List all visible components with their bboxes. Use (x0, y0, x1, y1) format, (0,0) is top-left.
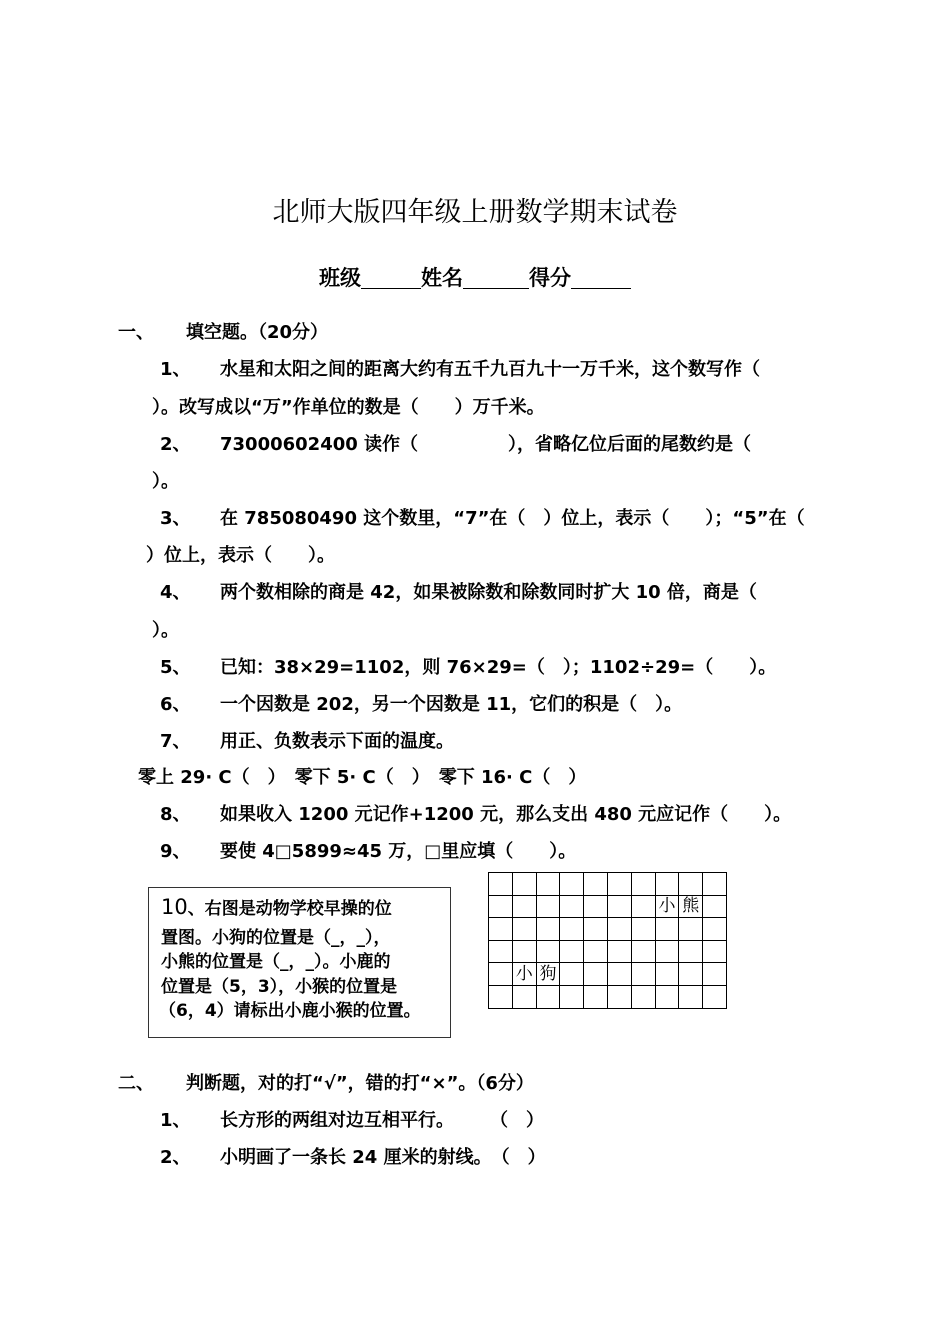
grid-cell[interactable] (607, 963, 631, 986)
grid-row (489, 918, 727, 941)
section-title: 判断题，对的打“√”，错的打“×”。（6分） (186, 1073, 534, 1094)
grid-cell[interactable] (631, 873, 655, 896)
question-number: 8、 (160, 804, 191, 825)
grid-cell[interactable] (655, 985, 679, 1008)
grid-cell[interactable] (560, 963, 584, 986)
question-number: 4、 (160, 582, 191, 603)
class-blank[interactable] (361, 266, 421, 289)
grid-cell[interactable] (489, 940, 513, 963)
grid-cell[interactable] (655, 873, 679, 896)
grid-cell[interactable] (512, 895, 536, 918)
question-number: 10 (161, 895, 188, 919)
section-number: 二、 (118, 1073, 154, 1094)
question-text: 长方形的两组对边互相平行。 （ ） (220, 1110, 544, 1131)
temperature-row: 零上 29· C（ ） 零下 5· C（ ） 零下 16· C（ ） (138, 767, 587, 788)
grid-cell-label[interactable]: 狗 (536, 963, 560, 986)
question-4-cont: ）。 (152, 620, 179, 641)
question-number: 1、 (160, 1110, 191, 1131)
question-6 (160, 690, 682, 716)
question-3-cont: ）位上，表示（ ）。 (146, 545, 335, 566)
grid-cell[interactable] (489, 895, 513, 918)
question-text: 要使 4□5899≈45 万，□里应填（ ）。 (220, 841, 577, 862)
q10-line-4: 位置是（5，3），小猴的位置是 (161, 977, 398, 997)
question-text: 一个因数是 202，另一个因数是 11，它们的积是（ ）。 (220, 694, 683, 715)
judge-question-2 (160, 1143, 546, 1169)
grid-cell[interactable] (584, 985, 608, 1008)
question-text: 用正、负数表示下面的温度。 (220, 731, 454, 752)
grid-cell[interactable] (536, 873, 560, 896)
grid-cell[interactable] (584, 963, 608, 986)
grid-cell[interactable] (655, 940, 679, 963)
question-text: 在 785080490 这个数里，“7”在（ ）位上，表示（ ）；“5”在（ (220, 508, 805, 529)
question-10-box (148, 887, 451, 1038)
grid-cell[interactable] (512, 940, 536, 963)
student-info (0, 262, 950, 292)
grid-cell[interactable] (560, 873, 584, 896)
q10-line-1 (161, 894, 392, 919)
grid-cell[interactable] (607, 940, 631, 963)
question-1-cont: ）。改写成以“万”作单位的数是（ ）万千米。 (152, 397, 545, 418)
grid-row (489, 985, 727, 1008)
class-label: 班级 (319, 266, 361, 290)
question-1 (160, 355, 760, 381)
grid-cell[interactable] (703, 963, 727, 986)
grid-cell[interactable] (703, 940, 727, 963)
grid-cell[interactable] (631, 963, 655, 986)
grid-cell[interactable] (536, 985, 560, 1008)
q10-line-3: 小熊的位置是（_，_）。小鹿的 (161, 952, 391, 972)
question-number: 7、 (160, 731, 191, 752)
question-number: 5、 (160, 657, 191, 678)
grid-cell[interactable] (560, 895, 584, 918)
question-text: 两个数相除的商是 42，如果被除数和除数同时扩大 10 倍，商是（ (220, 582, 757, 603)
question-text: 水星和太阳之间的距离大约有五千九百九十一万千米，这个数写作（ (220, 359, 760, 380)
grid-cell[interactable] (607, 918, 631, 941)
question-2 (160, 430, 751, 456)
grid-cell[interactable] (631, 895, 655, 918)
grid-cell[interactable] (631, 940, 655, 963)
question-2-cont: ）。 (152, 471, 179, 492)
grid-cell[interactable] (489, 985, 513, 1008)
grid-cell[interactable] (584, 940, 608, 963)
grid-cell[interactable] (607, 895, 631, 918)
section-1-heading (118, 318, 328, 344)
score-blank[interactable] (571, 266, 631, 289)
grid-cell-label[interactable]: 小 (655, 895, 679, 918)
grid-cell[interactable] (489, 963, 513, 986)
grid-row (489, 963, 727, 986)
grid-cell[interactable] (584, 918, 608, 941)
name-blank[interactable] (463, 266, 529, 289)
question-7 (160, 727, 454, 753)
grid-cell[interactable] (536, 940, 560, 963)
section-title: 填空题。（20分） (186, 322, 329, 343)
grid-cell[interactable] (655, 918, 679, 941)
grid-cell-label[interactable]: 小 (512, 963, 536, 986)
question-number: 1、 (160, 359, 191, 380)
question-3 (160, 504, 805, 530)
grid-cell[interactable] (703, 918, 727, 941)
question-number: 6、 (160, 694, 191, 715)
question-number: 2、 (160, 1147, 191, 1168)
grid-cell[interactable] (679, 873, 703, 896)
question-4 (160, 578, 757, 604)
grid-cell[interactable] (584, 873, 608, 896)
grid-cell[interactable] (679, 940, 703, 963)
grid-cell[interactable] (631, 985, 655, 1008)
grid-cell[interactable] (703, 895, 727, 918)
grid-cell[interactable] (607, 985, 631, 1008)
position-grid (488, 872, 727, 1009)
grid-cell[interactable] (584, 895, 608, 918)
question-text: 73000602400 读作（ ），省略亿位后面的尾数约是（ (220, 434, 752, 455)
question-text: 如果收入 1200 元记作+1200 元，那么支出 480 元应记作（ ）。 (220, 804, 792, 825)
grid-cell[interactable] (560, 985, 584, 1008)
q10-line-2: 置图。小狗的位置是（_，_）， (161, 928, 391, 948)
grid-cell[interactable] (679, 918, 703, 941)
section-number: 一、 (118, 322, 154, 343)
grid-cell[interactable] (512, 873, 536, 896)
page-title: 北师大版四年级上册数学期末试卷 (272, 197, 678, 228)
question-9 (160, 837, 576, 863)
grid-cell[interactable] (512, 985, 536, 1008)
judge-question-1 (160, 1106, 544, 1132)
name-label: 姓名 (421, 266, 463, 290)
question-number: 2、 (160, 434, 191, 455)
grid-cell[interactable] (679, 985, 703, 1008)
grid-cell[interactable] (560, 940, 584, 963)
question-text: 已知：38×29=1102，则 76×29=（ ）；1102÷29=（ ）。 (220, 657, 777, 678)
grid-cell[interactable] (536, 895, 560, 918)
grid-cell[interactable] (703, 873, 727, 896)
question-number: 3、 (160, 508, 191, 529)
q10-text: 、右图是动物学校早操的位 (187, 899, 392, 919)
grid-cell[interactable] (679, 963, 703, 986)
question-number: 9、 (160, 841, 191, 862)
grid-cell[interactable] (655, 963, 679, 986)
grid-cell[interactable] (536, 918, 560, 941)
grid-cell[interactable] (489, 918, 513, 941)
question-text: 小明画了一条长 24 厘米的射线。 （ ） (220, 1147, 546, 1168)
section-2-heading (118, 1069, 534, 1095)
grid-cell[interactable] (703, 985, 727, 1008)
grid-cell[interactable] (607, 873, 631, 896)
question-5 (160, 653, 776, 679)
q10-line-5: （6，4）请标出小鹿小猴的位置。 (159, 1001, 421, 1021)
grid-row (489, 873, 727, 896)
grid-cell[interactable] (512, 918, 536, 941)
grid-cell-label[interactable]: 熊 (679, 895, 703, 918)
grid-row (489, 940, 727, 963)
grid-cell[interactable] (560, 918, 584, 941)
question-8 (160, 800, 791, 826)
grid-cell[interactable] (631, 918, 655, 941)
grid-cell[interactable] (489, 873, 513, 896)
grid-row (489, 895, 727, 918)
score-label: 得分 (529, 266, 571, 290)
